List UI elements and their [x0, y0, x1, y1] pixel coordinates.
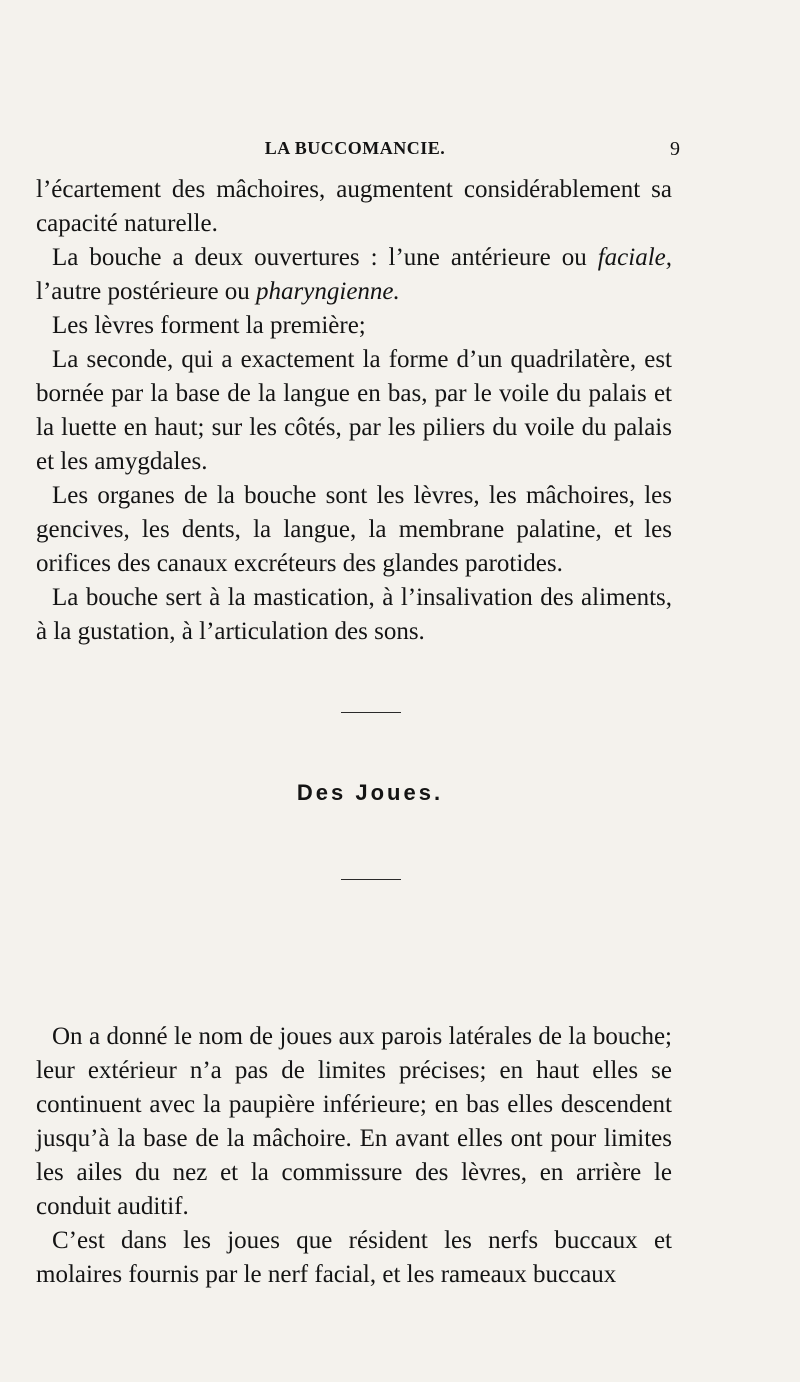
page-number: 9: [670, 138, 680, 160]
italic-term: faciale,: [597, 244, 672, 271]
paragraph: C’est dans les joues que résident les nerfs buccaux et molaires fournis par le nerf facial, et les rameaux buccaux: [36, 1227, 672, 1288]
paragraph: La seconde, qui a exactement la forme d’un quadrilatère, est bornée par la base de la langue en bas, par le voile du palais et la luette en haut; sur les côtés, par les piliers du voile du palais et les amygdales.: [36, 346, 672, 475]
divider-rule: [341, 712, 401, 713]
paragraph-openings: [36, 241, 672, 309]
divider-rule: [341, 879, 401, 880]
paragraph: Les organes de la bouche sont les lèvres, les mâchoires, les gencives, les dents, la langue, la membrane palatine, et les orifices des canaux excréteurs des glandes parotides.: [36, 482, 672, 577]
section-heading: Des Joues.: [296, 780, 444, 805]
paragraph: l’écartement des mâchoires, augmentent considérablement sa capacité naturelle.: [36, 176, 672, 237]
paragraph: On a donné le nom de joues aux parois latérales de la bouche; leur extérieur n’a pas de limites précises; en haut elles se continuent avec la paupière inférieure; en bas elles descendent jusqu’à la base de la mâchoire. En avant elles ont pour limites les ailes du nez et la commissure des lèvres, en arrière le conduit auditif.: [36, 1023, 672, 1220]
running-head: [30, 138, 680, 168]
italic-term: pharyngienne.: [256, 278, 400, 305]
paragraph: Les lèvres forment la première;: [52, 312, 366, 339]
section-cheeks-text: [36, 1020, 672, 1292]
section-mouth-text: [36, 173, 672, 649]
running-title: LA BUCCOMANCIE.: [264, 138, 446, 158]
paragraph: La bouche sert à la mastication, à l’insalivation des aliments, à la gustation, à l’articulation des sons.: [36, 584, 672, 645]
paragraph-text: La bouche a deux ouvertures : l’une antérieure ou: [52, 244, 598, 271]
paragraph-text: l’autre postérieure ou: [36, 278, 257, 305]
